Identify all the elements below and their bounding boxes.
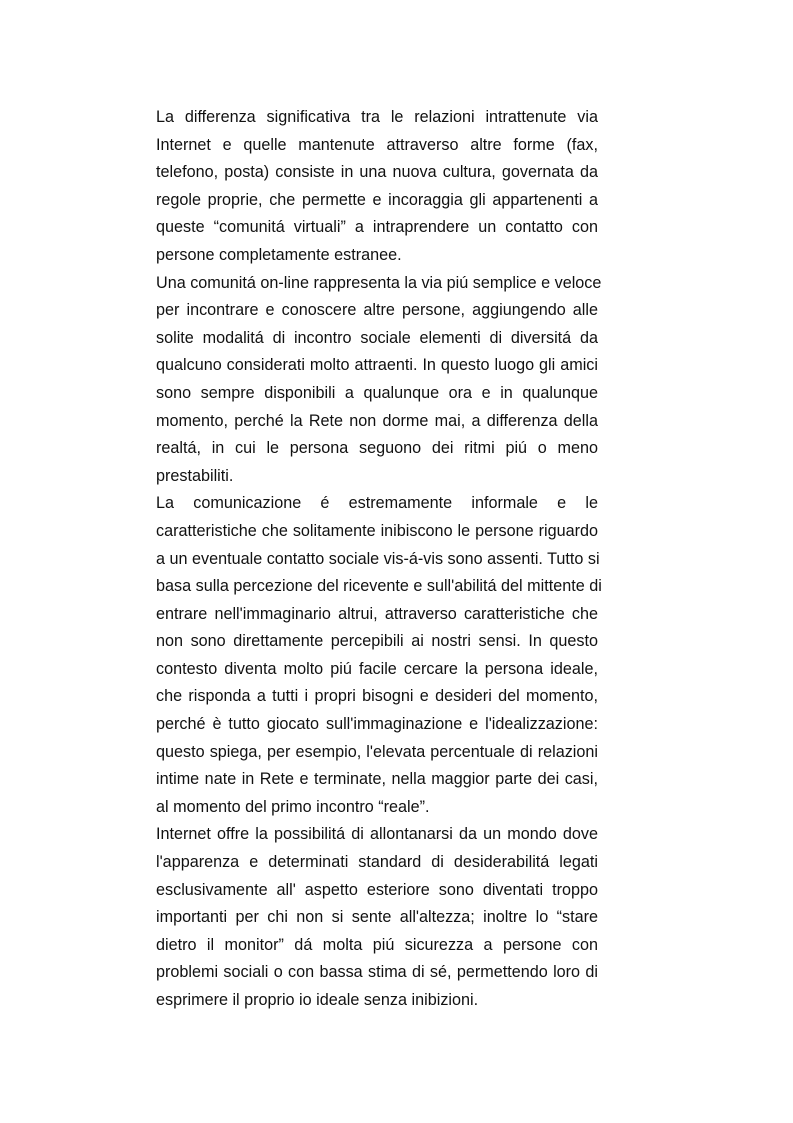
paragraph-1	[156, 104, 598, 270]
text-line: La comunicazione é estremamente informale e le	[156, 494, 598, 513]
paragraph-4	[156, 821, 598, 1014]
text-line: qualcuno considerati molto attraenti. In questo luogo gli amici	[156, 356, 598, 375]
text-line: problemi sociali o con bassa stima di sé, permettendo loro di	[156, 963, 598, 982]
paragraph-2	[156, 270, 602, 491]
body-text	[156, 104, 602, 1015]
text-line: basa sulla percezione del ricevente e sull'abilitá del mittente di	[156, 577, 602, 596]
text-line: sono sempre disponibili a qualunque ora e in qualunque	[156, 383, 598, 402]
text-line: La differenza significativa tra le relazioni intrattenute via	[156, 108, 598, 126]
text-line: esclusivamente all' aspetto esteriore sono diventati troppo	[156, 880, 598, 899]
text-line: importanti per chi non si sente all'altezza; inoltre lo “stare	[156, 908, 598, 927]
text-line: al momento del primo incontro “reale”.	[156, 797, 430, 816]
text-line: caratteristiche che solitamente inibiscono le persone riguardo	[156, 521, 598, 540]
text-line: telefono, posta) consiste in una nuova cultura, governata da	[156, 163, 598, 182]
text-line: Internet offre la possibilitá di allontanarsi da un mondo dove	[156, 825, 598, 844]
text-line: prestabiliti.	[156, 466, 234, 485]
text-line: momento, perché la Rete non dorme mai, a differenza della	[156, 411, 598, 430]
text-line: a un eventuale contatto sociale vis-á-vis sono assenti. Tutto si	[156, 549, 600, 568]
text-line: questo spiega, per esempio, l'elevata percentuale di relazioni	[156, 742, 598, 761]
text-line: l'apparenza e determinati standard di desiderabilitá legati	[156, 853, 598, 872]
text-line: Una comunitá on-line rappresenta la via piú semplice e veloce	[156, 273, 602, 292]
text-line: persone completamente estranee.	[156, 245, 402, 264]
paragraph-3	[156, 490, 602, 821]
text-line: per incontrare e conoscere altre persone, aggiungendo alle	[156, 301, 598, 320]
text-line: contesto diventa molto piú facile cercare la persona ideale,	[156, 659, 598, 678]
text-line: regole proprie, che permette e incoraggia gli appartenenti a	[156, 190, 598, 209]
text-line: che risponda a tutti i propri bisogni e desideri del momento,	[156, 687, 598, 706]
text-line: queste “comunitá virtuali” a intraprendere un contatto con	[156, 218, 598, 237]
text-line: intime nate in Rete e terminate, nella maggior parte dei casi,	[156, 770, 598, 789]
text-line: solite modalitá di incontro sociale elementi di diversitá da	[156, 328, 598, 347]
text-line: esprimere il proprio io ideale senza inibizioni.	[156, 991, 479, 1009]
text-line: dietro il monitor” dá molta piú sicurezza a persone con	[156, 935, 598, 954]
text-line: realtá, in cui le persona seguono dei ritmi piú o meno	[156, 439, 598, 458]
text-line: non sono direttamente percepibili ai nostri sensi. In questo	[156, 632, 598, 651]
text-line: entrare nell'immaginario altrui, attraverso caratteristiche che	[156, 604, 598, 623]
text-line: perché è tutto giocato sull'immaginazione e l'idealizzazione:	[156, 715, 598, 734]
text-line: Internet e quelle mantenute attraverso altre forme (fax,	[156, 135, 598, 154]
